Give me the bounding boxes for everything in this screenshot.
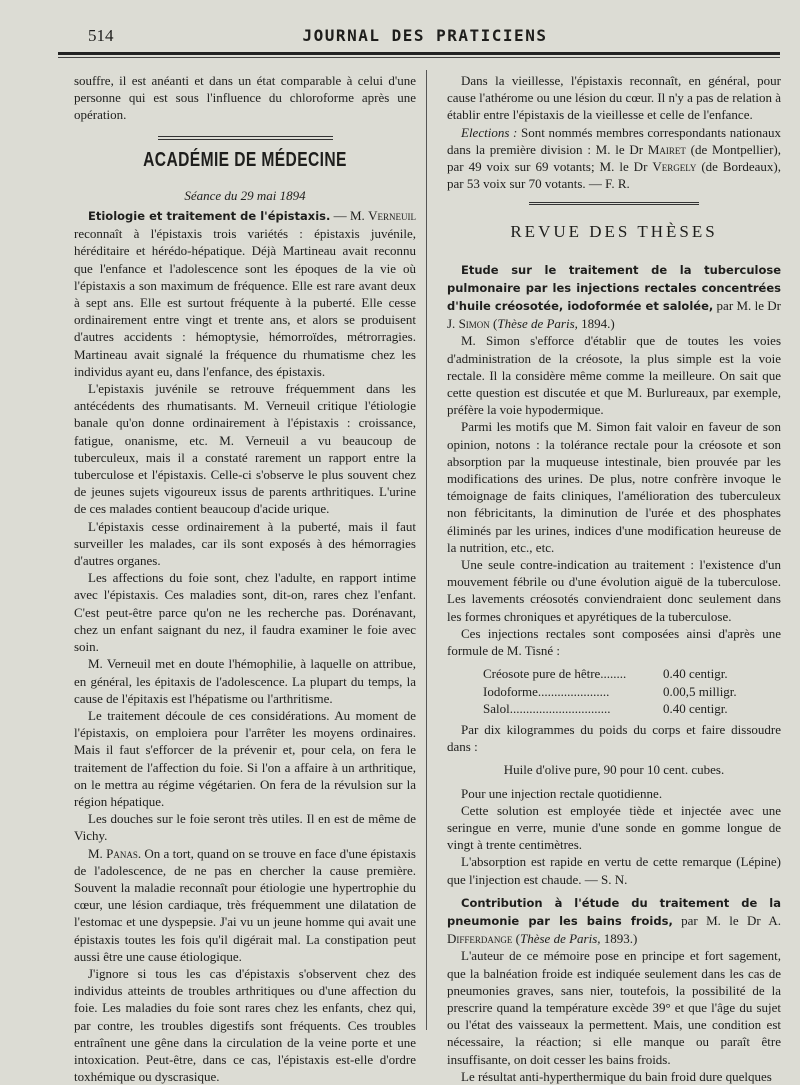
paragraph: Cette solution est employée tiède et injectée avec une seringue en verre, munie d'une sonde en gomme longue de vingt à trente centimètres.: [447, 802, 781, 853]
thesis-2-title: Contribution à l'étude du traitement de la pneumonie par les bains froids, par M. le Dr A. Differdange (Thèse de Paris, 1893.): [447, 895, 781, 947]
section-rule-thin: [158, 139, 333, 140]
author-panas: Panas: [106, 845, 138, 861]
paragraph: Parmi les motifs que M. Simon fait valoir en faveur de son opinion, notons : la tolérance rectale pour la créosote et son absorption par la muqueuse intestinale, bien prouvée par les modifications des urines. De plus, notre confrère invoque le témoignage de faits cliniques, l'amélioration des tuberculeux non fébricitants, la diminution de l'urée et des phosphates éliminés par les urines, indices d'une modification heureuse de la nutrition, etc., etc.: [447, 419, 781, 555]
paragraph: M. Verneuil met en doute l'hémophilie, à laquelle on attribue, en général, les épitaxis de l'adolescence. La plupart du temps, la cause de l'épitaxis est l'hépatisme ou l'arthritisme.: [74, 656, 416, 706]
paragraph: Les douches sur le foie seront très utiles. Il en est de même de Vichy.: [74, 811, 416, 844]
section-rule: [158, 136, 333, 137]
header-rule: [58, 52, 780, 55]
formula-row: Iodoforme...................... 0.00,5 milligr.: [483, 683, 737, 699]
paragraph: Les affections du foie sont, chez l'adulte, en rapport intime avec l'épistaxis. Ces maladies sont, dit-on, rares chez l'enfant. C'est peut-être parce qu'on ne les recherche pas. Dorénavant, chez un enfant saignant du nez, il faudra examiner le foie avec soin.: [74, 570, 416, 655]
name-mairet: Mairet: [647, 141, 686, 157]
journal-title: JOURNAL DES PRATICIENS: [302, 26, 548, 45]
paragraph: Une seule contre-indication au traitement : l'existence d'un mouvement fébrile ou d'une évolution aiguë de la tuberculose. Les lavements créosotés conviendraient donc seulement dans les formes chroniques et apyrétiques de la tuberculose.: [447, 557, 781, 624]
page-header: [70, 26, 780, 50]
formula-row: Créosote pure de hêtre........ 0.40 centigr.: [483, 666, 728, 682]
section-rule: [529, 202, 699, 207]
right-column: [447, 72, 781, 1085]
author-verneuil: Verneuil: [368, 208, 416, 224]
paragraph: Le résultat anti-hyperthermique du bain froid dure quelques: [461, 1068, 772, 1084]
author-simon: Simon: [458, 316, 490, 332]
author-differdange: Differdange: [447, 931, 513, 947]
paragraph: Ces injections rectales sont composées ainsi d'après une formule de M. Tisné :: [447, 625, 781, 659]
formula-row: Salol............................... 0.40 centigr.: [483, 700, 728, 716]
elections-paragraph: Elections : Sont nommés membres correspondants nationaux dans la première division : M. le Dr Mairet (de Montpellier), par 49 voix sur 69 votants; M. le Dr Vergely (de Bordeaux), par 53 voix sur 70 votants. — F. R.: [447, 124, 782, 192]
elections-label: Elections :: [461, 124, 518, 140]
left-column: [74, 72, 416, 1085]
intro-paragraph: souffre, il est anéanti et dans un état comparable à celui d'une personne qui est sous l'influence du chloroforme après une opération.: [74, 73, 416, 123]
paragraph: Pour une injection rectale quotidienne.: [461, 785, 663, 801]
column-divider: [426, 70, 427, 1030]
paragraph: M. Simon s'efforce d'établir que de toutes les voies d'administration de la créosote, la plus simple est la voie rectale. Il la considère même comme la meilleure. On sait que cette question est discutée et que M. Burlureaux, par exemple, préfère la voie hypodermique.: [447, 333, 781, 418]
page-number: 514: [88, 26, 114, 45]
name-vergely: Vergely: [652, 159, 697, 175]
oil-line: Huile d'olive pure, 90 pour 10 cent. cubes.: [503, 762, 725, 778]
thesis-1-title: Etude sur le traitement de la tuberculose pulmonaire par les injections rectales concentrées d'huile créosotée, iodoformée et salolée, par M. le Dr J. Simon (Thèse de Paris, 1894.): [447, 262, 781, 332]
paragraph: Par dix kilogrammes du poids du corps et faire dissoudre dans :: [447, 721, 781, 755]
header-rule-thin: [58, 57, 780, 58]
formula-table: [483, 665, 781, 717]
epistaxis-paragraph: Etiologie et traitement de l'épistaxis. — M. Verneuil reconnaît à l'épistaxis trois variétés : épistaxis juvénile, héréditaire et hérédo-hépatique. Déjà Martineau avait reconnu que l'enfance et l'adolescence sont les époques de la vie où l'épistaxis a son maximum de fréquence. Elle est rare avant deux à sept ans. Elle est surtout fréquente à la puberté. Elle cesse ordinairement entre vingt et trente ans, et alors se produisent d'autres accidents : hémoptysie, hémorroïdes, métrorragies. Martineau avait signalé la fréquence du rhumatisme chez les individus ayant eu, dans l'enfance, des épistaxis.: [74, 208, 416, 379]
paragraph: Dans la vieillesse, l'épistaxis reconnaît, en général, pour cause l'athérome ou une lésion du cœur. Il n'y a pas de relation à établir entre l'épistaxis de la vieillesse et celle de l'enfance.: [447, 73, 781, 123]
paragraph: L'épistaxis cesse ordinairement à la puberté, mais il faut surveiller les malades, car ils sont exposés à des hémorragies d'autres organes.: [74, 518, 416, 569]
theses-heading: REVUE DES THÈSES: [510, 222, 718, 242]
paragraph: Le traitement découle de ces considérations. Au moment de l'épistaxis, on emploiera pour l'arrêter les moyens ordinaires. Mais il faut s'efforcer de la prévenir et, pour cela, on fera le traitement de l'affection du foie. Si l'on a affaire à un arthritique, on le mettra au régime végétarien. On fera de la révulsion sur la région hépatique.: [74, 707, 416, 809]
paragraph: L'absorption est rapide en vertu de cette remarque (Lépine) que l'injection est chaude. — S. N.: [447, 854, 781, 887]
academy-heading: ACADÉMIE DE MÉDECINE: [143, 148, 347, 171]
paragraph: L'auteur de ce mémoire pose en principe et fort sagement, que la balnéation froide est indiquée seulement dans les cas de pneumonies graves, sans nier, toutefois, la possibilité de la prescrire quand la température excède 39° et que l'âge du sujet ou l'état des vaisseaux la permettent. Mais, une condition est nécessaire, la réaction; si elle manque ou paraît être insuffisante, on doit cesser les bains froids.: [447, 948, 781, 1067]
paragraph: J'ignore si tous les cas d'épistaxis s'observent chez des individus atteints de troubles arthritiques ou d'une affection du foie. Les maladies du foie sont rares chez les enfants, chez qui, par contre, les troubles digestifs sont fréquents. Ces troubles entraînent une gêne dans la circulation de la veine porte et une intoxication. Peut-être, dans ce cas, l'épistaxis est-elle d'ordre toxhémique ou dyscrasique.: [74, 965, 416, 1085]
panas-paragraph: M. Panas. On a tort, quand on se trouve en face d'une épistaxis de l'adolescence, de ne pas en chercher la cause première. Souvent la maladie reconnaît pour étiologie une hypertrophie du cœur, une lésion cardiaque, très fréquemment une dilatation de l'estomac et une dyspepsie. J'ai vu un jeune homme qui avait une épistaxis toutes les fois qu'il digérait mal. La constipation peut aussi être une cause étiologique.: [74, 845, 416, 964]
paragraph: L'epistaxis juvénile se retrouve fréquemment dans les antécédents des rhumatisants. M. Verneuil critique l'étiologie banale qu'on donne ordinairement à l'épistaxis : croissance, fatigue, onanisme, etc. M. Verneuil a vu beaucoup de tuberculeux, mais il a constaté rarement un rapport entre la tuberculose et l'épistaxis. Celle-ci s'observe le plus souvent chez de jeunes sujets vigoureux issus de parents arthritiques. L'urine de ces malades contient beaucoup d'acide urique.: [74, 381, 416, 517]
seance-date: Séance du 29 mai 1894: [184, 187, 306, 203]
epistaxis-heading: Etiologie et traitement de l'épistaxis.: [88, 209, 331, 224]
